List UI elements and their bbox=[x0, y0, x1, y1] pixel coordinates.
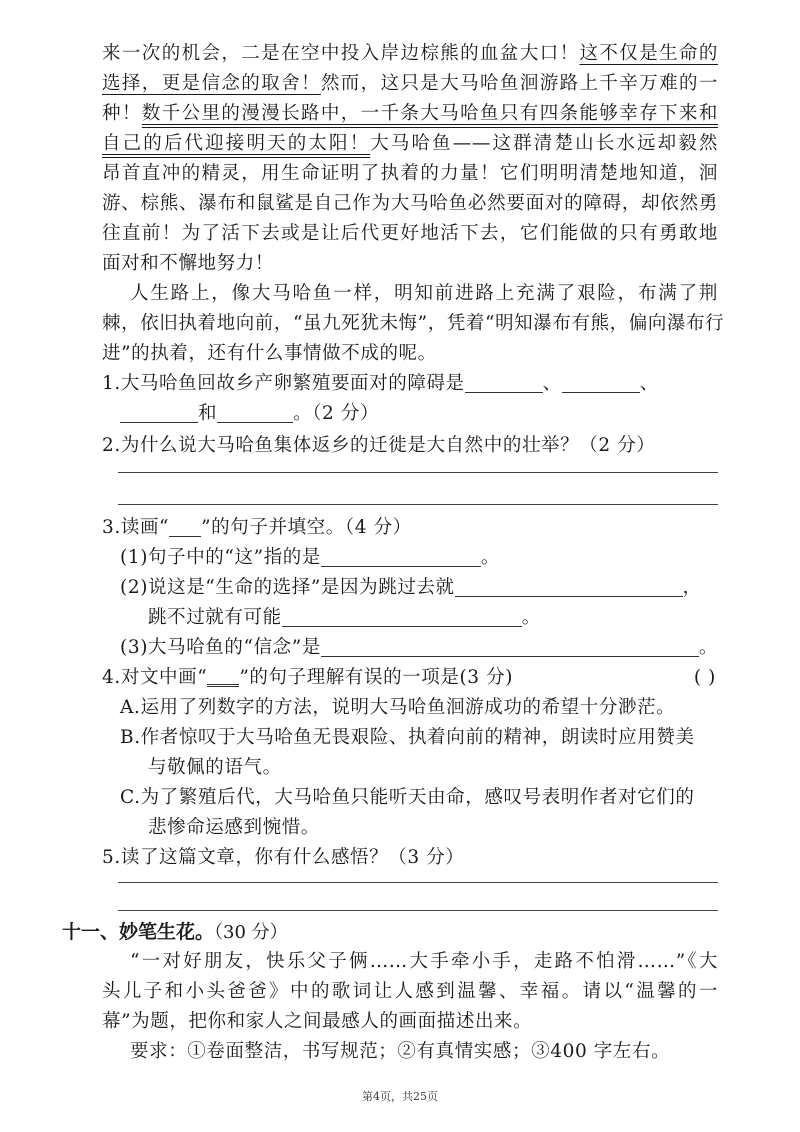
punctuation: ， bbox=[682, 577, 702, 598]
section-11-title bbox=[62, 916, 288, 948]
passage-line-8: 面对和不懈地努力！ bbox=[102, 253, 274, 274]
question-text: ”的句子并填空。（4 分） bbox=[201, 517, 412, 538]
answer-blank[interactable] bbox=[321, 548, 481, 567]
section-11-line-3: 幕”为题，把你和家人之间最感人的画面描述出来。 bbox=[102, 1011, 533, 1032]
option-c-cont: 悲惨命运感到惋惜。 bbox=[148, 817, 320, 838]
punctuation: 。 bbox=[480, 547, 501, 568]
question-text: 3.读画“ bbox=[102, 517, 170, 538]
section-11-line-1: “一对好朋友，快乐父子俩……大手牵小手，走路不怕滑……”《大 bbox=[130, 951, 718, 972]
double-underlined-sentence: 数千公里的漫漫长路中，一千条大马哈鱼只有四条能够幸存下来和 bbox=[141, 103, 718, 124]
option-b-cont: 与敬佩的语气。 bbox=[148, 757, 282, 778]
option-a[interactable]: A.运用了列数字的方法，说明大马哈鱼洄游成功的希望十分渺茫。 bbox=[120, 697, 676, 718]
section-heading: 十一、妙笔生花。 bbox=[62, 921, 215, 943]
answer-blank[interactable] bbox=[455, 578, 683, 597]
answer-line[interactable] bbox=[118, 472, 718, 473]
answer-blank[interactable] bbox=[282, 608, 522, 627]
passage-p2-line-2: 棘，依旧执着地向前，“虽九死犹未悔”，凭着“明知瀑布有熊，偏向瀑布行 bbox=[102, 313, 725, 334]
question-text: 4.对文中画“ bbox=[102, 667, 208, 688]
passage-line-2 bbox=[102, 68, 718, 100]
answer-blank[interactable] bbox=[465, 374, 543, 393]
separator: 、 bbox=[542, 373, 562, 394]
underlined-sentence: 这不仅是生命的 bbox=[579, 43, 718, 64]
option-c[interactable]: C.为了繁殖后代，大马哈鱼只能听天由命，感叹号表明作者对它们的 bbox=[120, 787, 695, 808]
answer-line[interactable] bbox=[118, 504, 718, 505]
underline-sample bbox=[169, 518, 201, 537]
option-b[interactable]: B.作者惊叹于大马哈鱼无畏艰险、执着向前的精神，朗读时应用赞美 bbox=[120, 727, 695, 748]
answer-line[interactable] bbox=[118, 882, 718, 883]
passage-text: 然而，这只是大马哈鱼洄游路上千辛万难的一 bbox=[320, 73, 718, 94]
question-text: (1)句子中的“这”指的是 bbox=[120, 547, 321, 568]
answer-paren[interactable]: ( ) bbox=[693, 667, 716, 688]
punctuation: 。 bbox=[698, 637, 719, 658]
underlined-sentence: 选择，更是信念的取舍！ bbox=[102, 73, 321, 94]
passage-line-4 bbox=[102, 128, 718, 160]
question-5: 5.读了这篇文章，你有什么感悟？（3 分） bbox=[102, 847, 465, 868]
passage-line-1 bbox=[102, 38, 718, 70]
question-1 bbox=[102, 368, 718, 400]
page-number: 第4页，共25页 bbox=[362, 1090, 438, 1103]
question-text: (2)说这是“生命的选择”是因为跳过去就 bbox=[120, 577, 455, 598]
score-note: 。（2 分） bbox=[293, 403, 380, 424]
punctuation: 。 bbox=[521, 607, 541, 628]
passage-text: 大马哈鱼——这群清楚山长水远却毅然 bbox=[370, 133, 718, 154]
passage-p2-line-1: 人生路上，像大马哈鱼一样，明知前进路上充满了艰险，布满了荆 bbox=[130, 283, 718, 304]
question-text: (3)大马哈鱼的“信念”是 bbox=[120, 637, 321, 658]
question-3-2 bbox=[120, 572, 718, 604]
question-text: 1.大马哈鱼回故乡产卵繁殖要面对的障碍是 bbox=[102, 373, 465, 394]
answer-line[interactable] bbox=[118, 910, 718, 911]
answer-blank[interactable] bbox=[120, 404, 198, 423]
passage-line-5: 昂首直冲的精灵，用生命证明了执着的力量！它们明明清楚地知道，洄 bbox=[102, 163, 718, 184]
question-3-3 bbox=[120, 632, 718, 664]
passage-text: 种！ bbox=[102, 103, 142, 124]
passage-line-7: 往直前！为了活下去或是让后代更好地活下去，它们能做的只有勇敢地 bbox=[102, 223, 718, 244]
passage-line-3 bbox=[102, 98, 718, 130]
separator: 、 bbox=[639, 373, 659, 394]
question-2: 2.为什么说大马哈鱼集体返乡的迁徙是大自然中的壮举？（2 分） bbox=[102, 435, 656, 456]
answer-blank[interactable] bbox=[217, 404, 293, 423]
question-text: 跳不过就有可能 bbox=[148, 607, 282, 628]
section-score: （30 分） bbox=[214, 922, 288, 943]
answer-blank[interactable] bbox=[321, 638, 699, 657]
conjunction: 和 bbox=[198, 403, 218, 424]
passage-p2-line-3: 进”的执着，还有什么事情做不成的呢。 bbox=[102, 343, 437, 364]
answer-blank[interactable] bbox=[562, 374, 640, 393]
question-3-1 bbox=[120, 542, 718, 574]
question-3 bbox=[102, 512, 718, 544]
question-3-2-cont bbox=[148, 602, 718, 634]
section-11-line-2: 头儿子和小头爸爸》中的歌词让人感到温馨、幸福。请以“温馨的一 bbox=[102, 981, 718, 1002]
question-1-cont bbox=[120, 398, 718, 430]
double-underline-sample bbox=[207, 666, 239, 687]
double-underlined-sentence: 自己的后代迎接明天的太阳！ bbox=[102, 133, 371, 154]
passage-line-6: 游、棕熊、瀑布和鼠鲨是自己作为大马哈鱼必然要面对的障碍，却依然勇 bbox=[102, 193, 718, 214]
passage-text: 来一次的机会，二是在空中投入岸边棕熊的血盆大口！ bbox=[102, 43, 580, 64]
question-text: ”的句子理解有误的一项是(3 分) bbox=[239, 667, 514, 688]
section-11-requirements: 要求：①卷面整洁，书写规范；②有真情实感；③400 字左右。 bbox=[130, 1041, 671, 1062]
